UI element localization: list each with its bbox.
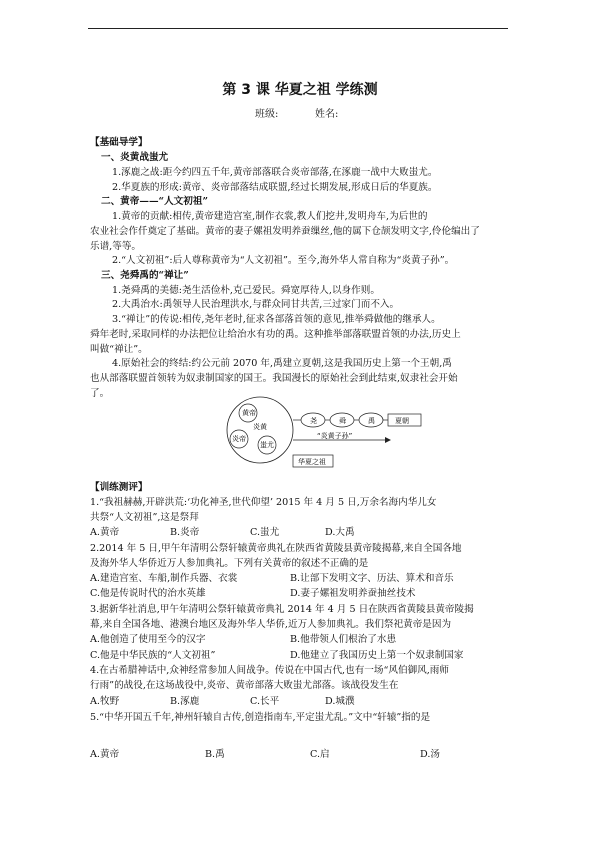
q1-option-a[interactable]: A.黄帝 [90, 527, 120, 538]
arrow-head [385, 437, 391, 443]
text-line: 农业社会作仟奠定了基础。黄帝的妻子嫘祖发明养蚕缫丝,他的属下仓颉发明文字,伶伦编出了 [90, 226, 480, 237]
text-line: 叫做“禅让”。 [90, 344, 148, 355]
q4-option-d[interactable]: D.城濮 [325, 696, 355, 707]
subheading-3: 三、尧舜禹的“禅让” [101, 270, 189, 281]
name-label: 姓名: [315, 109, 339, 120]
node-yao: 尧 [310, 417, 317, 425]
q3-option-c[interactable]: C.他是中华民族的“人文初祖” [90, 650, 216, 661]
subheading-2: 二、黄帝——“人文初祖” [101, 196, 208, 207]
q5-option-c[interactable]: C.启 [310, 749, 330, 760]
text-line: 乐谱,等等。 [90, 241, 142, 252]
section-heading-exercises: 【训练测评】 [90, 482, 148, 493]
q1-option-c[interactable]: C.蚩尤 [250, 527, 280, 538]
node-huangdi: 黄帝 [242, 409, 256, 417]
node-yanhuang: 炎黄 [253, 423, 267, 431]
question-1: 1.“我祖赫赫,开辟洪荒:‘功化神圣,世代仰望’ 2015 年 4 月 5 日,万余名海内华儿女 [90, 497, 437, 508]
class-label: 班级: [255, 109, 279, 120]
text-line: 1.尧舜禹的美德:尧生活俭朴,克己爱民。舜宽厚待人,以身作则。 [112, 285, 380, 296]
section-heading-basics: 【基础导学】 [90, 137, 148, 148]
text-line: 1.涿鹿之战:距今约四五千年,黄帝部落联合炎帝部落,在涿鹿一战中大败蚩尤。 [112, 167, 438, 178]
text-line: 1.黄帝的贡献:相传,黄帝建造宫室,制作衣裳,教人们挖井,发明舟车,为后世的 [112, 211, 428, 222]
text-line: 2.华夏族的形成:黄帝、炎帝部落结成联盟,经过长期发展,形成日后的华夏族。 [112, 182, 438, 193]
q4-option-b[interactable]: B.涿鹿 [170, 696, 200, 707]
question-4-cont: 行雨”的战役,在这场战役中,炎帝、黄帝部落大败蚩尤部落。该战役发生在 [90, 680, 399, 691]
q1-option-d[interactable]: D.大禹 [325, 527, 355, 538]
question-1-cont: 共祭“人文初祖”,这是祭拜 [90, 512, 199, 523]
text-line: 2.大禹治水:禹领导人民治理洪水,与群众同甘共苦,三过家门而不入。 [112, 299, 400, 310]
q5-option-d[interactable]: D.汤 [420, 749, 440, 760]
text-line: 舜年老时,采取同样的办法把位让给治水有功的禹。这种推举部落联盟首领的办法,历史上 [90, 329, 461, 340]
node-yandi: 炎帝 [232, 435, 246, 443]
node-xia: 夏朝 [395, 417, 409, 425]
text-line: 4.原始社会的终结:约公元前 2070 年,禹建立夏朝,这是我国历史上第一个王朝,禹 [112, 358, 452, 369]
node-yu: 禹 [368, 417, 375, 425]
question-3: 3.据新华社消息,甲午年清明公祭轩辕黄帝典礼 2014 年 4 月 5 日在陕西省黄陵县黄帝陵揭 [90, 604, 474, 615]
label-zu: 华夏之祖 [298, 458, 326, 466]
q3-option-b[interactable]: B.他带领人们根治了水患 [290, 634, 397, 645]
q2-option-c[interactable]: C.他是传说时代的治水英雄 [90, 588, 206, 599]
q3-option-d[interactable]: D.他建立了我国历史上第一个奴隶制国家 [290, 650, 464, 661]
question-3-cont: 幕,来自全国各地、港澳台地区及海外华人华侨,近万人参加典礼。我们祭祀黄帝是因为 [90, 619, 452, 630]
header-rule [88, 28, 508, 29]
node-chiyou: 蚩尤 [260, 441, 274, 449]
text-line: 了。 [90, 388, 110, 399]
q1-option-b[interactable]: B.炎帝 [170, 527, 200, 538]
q4-option-a[interactable]: A.牧野 [90, 696, 120, 707]
label-zisun: “炎黄子孙” [317, 432, 353, 440]
q2-option-a[interactable]: A.建造宫室、车船,制作兵器、衣裳 [90, 573, 238, 584]
question-2-cont: 及海外华人华侨近万人参加典礼。下列有关黄帝的叙述不正确的是 [90, 558, 369, 569]
text-line: 2.“人文初祖”:后人尊称黄帝为“人文初祖”。至今,海外华人常自称为“炎黄子孙”。 [112, 255, 455, 266]
history-diagram [225, 395, 425, 477]
subheading-1: 一、炎黄战蚩尤 [101, 152, 169, 163]
question-4: 4.在古希腊神话中,众神经常参加人间战争。传说在中国古代,也有一场“风伯御风,雨师 [90, 665, 449, 676]
text-line: 也从部落联盟首领转为奴隶制国家的国王。我国漫长的原始社会到此结束,奴隶社会开始 [90, 373, 458, 384]
text-line: 3.“禅让”的传说:相传,尧年老时,征求各部落首领的意见,推举舜做他的继承人。 [112, 314, 441, 325]
question-2: 2.2014 年 5 日,甲午年清明公祭轩辕黄帝典礼在陕西省黄陵县黄帝陵揭幕,来自全国各地 [90, 543, 462, 554]
q2-option-b[interactable]: B.让部下发明文字、历法、算术和音乐 [290, 573, 454, 584]
q2-option-d[interactable]: D.妻子嫘祖发明养蚕抽丝技术 [290, 588, 416, 599]
node-shun: 舜 [339, 417, 346, 425]
q5-option-a[interactable]: A.黄帝 [90, 749, 120, 760]
q3-option-a[interactable]: A.他创造了使用至今的汉字 [90, 634, 206, 645]
q5-option-b[interactable]: B.禹 [205, 749, 225, 760]
q4-option-c[interactable]: C.长平 [250, 696, 280, 707]
question-5: 5.“中华开国五千年,神州轩辕自古传,创造指南车,平定蚩尤乱。”文中“轩辕”指的是 [90, 712, 431, 723]
page-title: 第 3 课 华夏之祖 学练测 [222, 82, 378, 98]
